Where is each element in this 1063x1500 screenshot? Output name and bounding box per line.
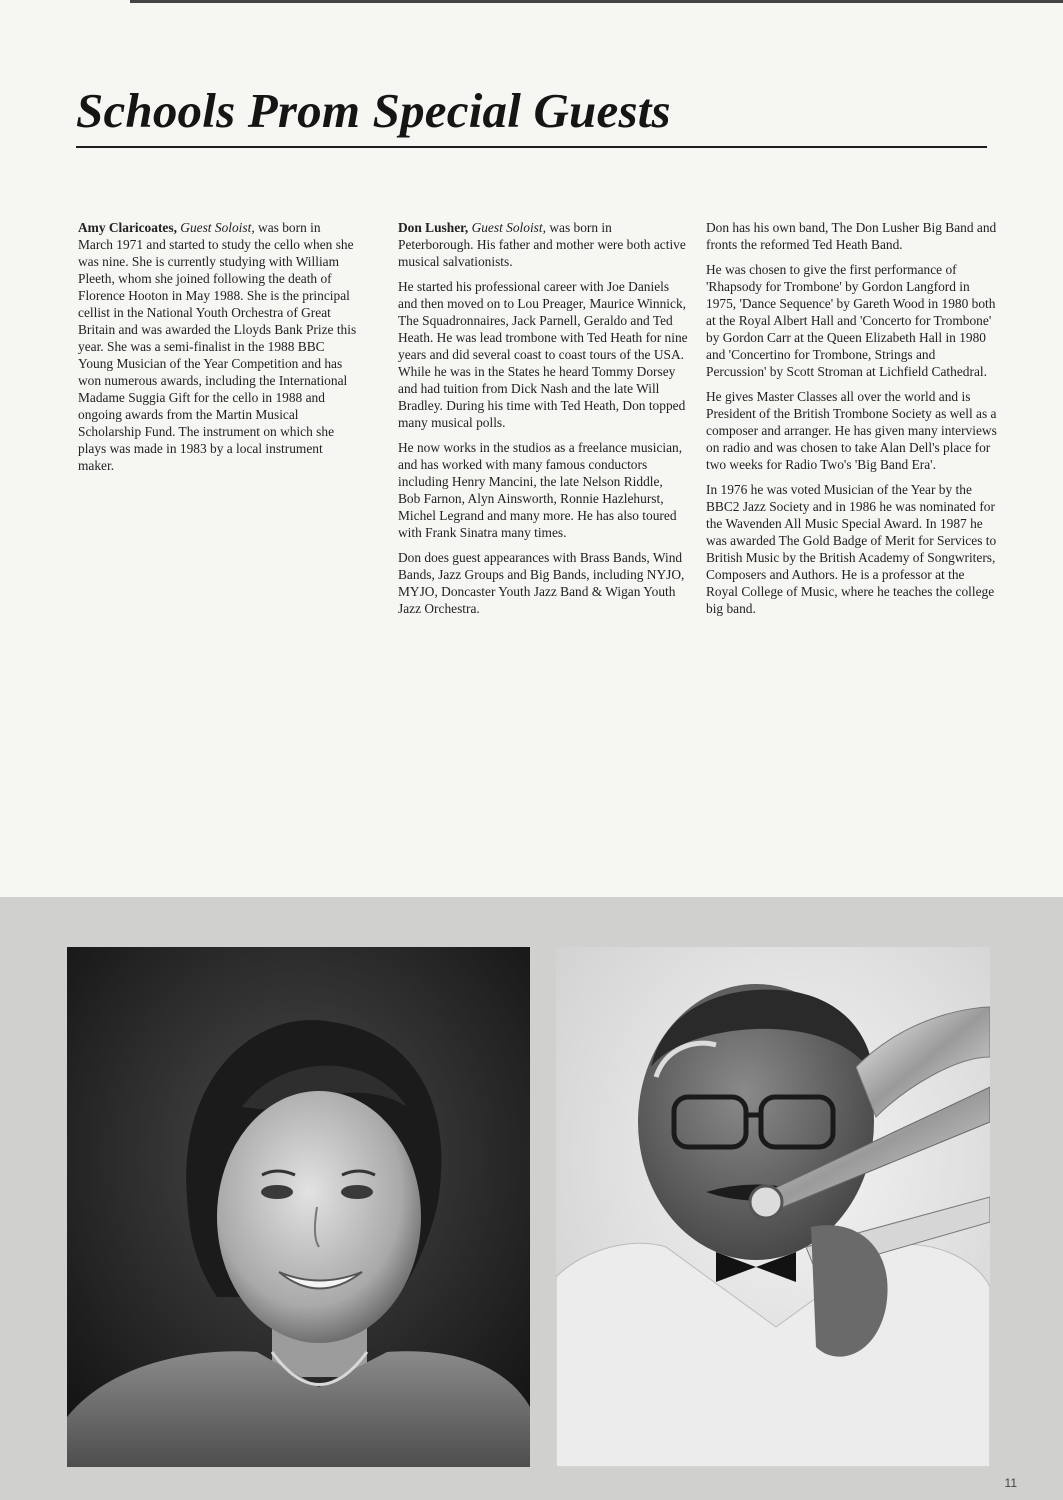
- bio-paragraph: [398, 219, 688, 270]
- bio-paragraph: Don does guest appearances with Brass Bands, Wind Bands, Jazz Groups and Big Bands, including NYJO, MYJO, Doncaster Youth Jazz Band & Wigan Youth Jazz Orchestra.: [398, 550, 685, 616]
- bio-paragraph: He now works in the studios as a freelance musician, and has worked with many famous conductors including Henry Mancini, the late Nelson Riddle, Bob Farnon, Alyn Ainsworth, Ronnie Hazlehurst, Michel Legrand and many more. He has also toured with Frank Sinatra many times.: [398, 440, 683, 540]
- guest-name: Don Lusher,: [398, 220, 469, 235]
- page-title: Schools Prom Special Guests: [76, 83, 671, 138]
- bio-paragraph: He was chosen to give the first performance of 'Rhapsody for Trombone' by Gordon Langford in 1975, 'Dance Sequence' by Gareth Wood in 1980 both at the Royal Albert Hall and 'Concerto for Trombone' by Gordon Carr at the Queen Elizabeth Hall in 1980 and 'Concertino for Trombone, Strings and Percussion' by Scott Stroman at Lichfield Cathedral.: [706, 262, 996, 379]
- guest-role: Guest Soloist,: [471, 220, 546, 235]
- column-don-lusher: [398, 219, 688, 625]
- bio-text: was born in March 1971 and started to study the cello when she was nine. She is currently studying with William Pleeth, whom she joined following the death of Florence Hooton in May 1988. She is the principal cellist in the National Youth Orchestra of Great Britain and was awarded the Lloyds Bank Prize this year. She was a semi-finalist in the 1988 BBC Young Musician of the Year Competition and has won numerous awards, including the International Madame Suggia Gift for the cello in 1988 and ongoing awards from the Martin Musical Scholarship Fund. The instrument on which she plays was made in 1983 by a local instrument maker.: [78, 220, 357, 473]
- top-rule: [130, 0, 1063, 3]
- column-don-lusher-continued: [706, 219, 998, 625]
- portrait-amy-claricoates: [67, 947, 530, 1467]
- bio-paragraph: In 1976 he was voted Musician of the Year by the BBC2 Jazz Society and in 1986 he was nominated for the Wavenden All Music Special Award. In 1987 he was awarded The Gold Badge of Merit for Services to British Music by the British Academy of Songwriters, Composers and Authors. He is a professor at the Royal College of Music, where he teaches the college big band.: [706, 482, 997, 616]
- bio-paragraph: He started his professional career with Joe Daniels and then moved on to Lou Preager, Maurice Winnick, The Squadronnaires, Jack Parnell, Geraldo and Ted Heath. He was lead trombone with Ted Heath for nine years and did several coast to coast tours of the USA. While he was in the States he heard Tommy Dorsey and had tuition from Dick Nash and the late Will Bradley. During his time with Ted Heath, Don topped many musical polls.: [398, 279, 688, 430]
- guest-name: Amy Claricoates,: [78, 220, 177, 235]
- guest-role: Guest Soloist,: [180, 220, 255, 235]
- bio-paragraph: [78, 219, 358, 474]
- bio-text: was born in Peterborough. His father and mother were both active musical salvationists.: [398, 220, 686, 269]
- page-number: 11: [1004, 1476, 1017, 1490]
- bio-paragraph: Don has his own band, The Don Lusher Big Band and fronts the reformed Ted Heath Band.: [706, 220, 997, 252]
- bio-paragraph: He gives Master Classes all over the world and is President of the British Trombone Society as well as a composer and arranger. He has given many interviews on radio and was chosen to take Alan Dell's place for two weeks for Radio Two's 'Big Band Era'.: [706, 389, 997, 472]
- portrait-don-lusher: [556, 947, 990, 1467]
- column-amy-claricoates: [78, 219, 358, 482]
- title-rule: [76, 146, 987, 148]
